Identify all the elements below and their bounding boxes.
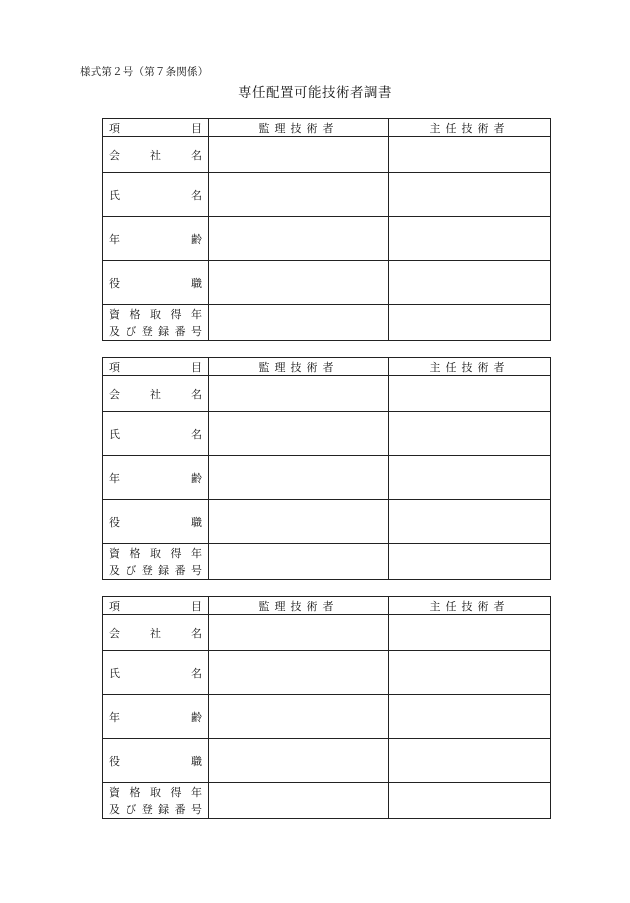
- age-label: 年 齢: [103, 456, 209, 500]
- chief-name-cell[interactable]: [389, 173, 551, 217]
- name-label: 氏 名: [103, 651, 209, 695]
- position-label: 役 職: [103, 261, 209, 305]
- name-row: [103, 173, 551, 217]
- chief-position-cell[interactable]: [389, 261, 551, 305]
- company-row: [103, 137, 551, 173]
- supervising-position-cell[interactable]: [209, 261, 389, 305]
- age-row: [103, 695, 551, 739]
- technician-table-2: [102, 357, 551, 580]
- company-row: [103, 376, 551, 412]
- license-row: [103, 783, 551, 819]
- supervising-name-cell[interactable]: [209, 173, 389, 217]
- header-row: [103, 358, 551, 376]
- supervising-position-cell[interactable]: [209, 739, 389, 783]
- age-label: 年 齢: [103, 695, 209, 739]
- chief-position-cell[interactable]: [389, 500, 551, 544]
- supervising-name-cell[interactable]: [209, 651, 389, 695]
- company-label: 会 社 名: [103, 615, 209, 651]
- age-row: [103, 456, 551, 500]
- chief-company-cell[interactable]: [389, 376, 551, 412]
- chief-engineer-header: 主任技術者: [389, 358, 551, 376]
- item-header: 項 目: [103, 597, 209, 615]
- supervising-age-cell[interactable]: [209, 456, 389, 500]
- chief-engineer-header: 主任技術者: [389, 597, 551, 615]
- supervising-license-cell[interactable]: [209, 544, 389, 580]
- chief-engineer-header: 主任技術者: [389, 119, 551, 137]
- company-label: 会 社 名: [103, 376, 209, 412]
- header-row: [103, 119, 551, 137]
- form-number: 様式第２号（第７条関係）: [80, 66, 209, 78]
- chief-company-cell[interactable]: [389, 137, 551, 173]
- chief-license-cell[interactable]: [389, 783, 551, 819]
- supervising-engineer-header: 監理技術者: [209, 119, 389, 137]
- technician-table-1: [102, 118, 551, 341]
- license-label: 資 格 取 得 年 及 び 登 録 番 号: [103, 783, 209, 819]
- age-label: 年 齢: [103, 217, 209, 261]
- name-row: [103, 651, 551, 695]
- chief-license-cell[interactable]: [389, 305, 551, 341]
- supervising-age-cell[interactable]: [209, 217, 389, 261]
- supervising-engineer-header: 監理技術者: [209, 597, 389, 615]
- supervising-position-cell[interactable]: [209, 500, 389, 544]
- chief-name-cell[interactable]: [389, 412, 551, 456]
- supervising-age-cell[interactable]: [209, 695, 389, 739]
- supervising-company-cell[interactable]: [209, 376, 389, 412]
- license-label: 資 格 取 得 年 及 び 登 録 番 号: [103, 544, 209, 580]
- supervising-engineer-header: 監理技術者: [209, 358, 389, 376]
- name-label: 氏 名: [103, 173, 209, 217]
- item-header: 項 目: [103, 119, 209, 137]
- position-row: [103, 500, 551, 544]
- position-row: [103, 261, 551, 305]
- name-label: 氏 名: [103, 412, 209, 456]
- license-label: 資 格 取 得 年 及 び 登 録 番 号: [103, 305, 209, 341]
- item-header: 項 目: [103, 358, 209, 376]
- chief-position-cell[interactable]: [389, 739, 551, 783]
- company-label: 会 社 名: [103, 137, 209, 173]
- chief-age-cell[interactable]: [389, 456, 551, 500]
- supervising-name-cell[interactable]: [209, 412, 389, 456]
- supervising-company-cell[interactable]: [209, 615, 389, 651]
- age-row: [103, 217, 551, 261]
- chief-age-cell[interactable]: [389, 695, 551, 739]
- technician-table-3: [102, 596, 551, 819]
- supervising-company-cell[interactable]: [209, 137, 389, 173]
- license-row: [103, 544, 551, 580]
- form-title: 専任配置可能技術者調書: [238, 85, 392, 101]
- chief-company-cell[interactable]: [389, 615, 551, 651]
- supervising-license-cell[interactable]: [209, 305, 389, 341]
- chief-age-cell[interactable]: [389, 217, 551, 261]
- position-row: [103, 739, 551, 783]
- position-label: 役 職: [103, 739, 209, 783]
- supervising-license-cell[interactable]: [209, 783, 389, 819]
- chief-name-cell[interactable]: [389, 651, 551, 695]
- license-row: [103, 305, 551, 341]
- position-label: 役 職: [103, 500, 209, 544]
- chief-license-cell[interactable]: [389, 544, 551, 580]
- name-row: [103, 412, 551, 456]
- header-row: [103, 597, 551, 615]
- company-row: [103, 615, 551, 651]
